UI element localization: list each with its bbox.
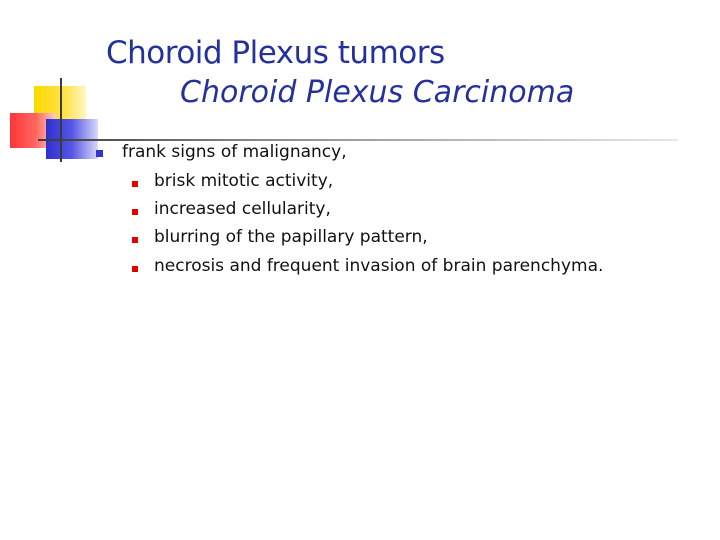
sub-bullet-square-icon <box>132 209 138 215</box>
sub-bullet-text: blurring of the papillary pattern, <box>154 227 428 247</box>
sub-bullet-text: increased cellularity, <box>154 199 331 219</box>
sub-bullet-square-icon <box>132 266 138 272</box>
sub-bullet-square-icon <box>132 237 138 243</box>
bullet-square-icon <box>96 150 103 157</box>
title-divider-line <box>38 139 678 141</box>
sub-bullet-square-icon <box>132 181 138 187</box>
bullet-main-text: frank signs of malignancy, <box>122 142 347 162</box>
decor-vertical-line <box>60 78 62 162</box>
sub-bullet-text: necrosis and frequent invasion of brain parenchyma. <box>154 256 604 276</box>
slide-subtitle: Choroid Plexus Carcinoma <box>180 75 575 110</box>
sub-bullet-text: brisk mitotic activity, <box>154 171 334 191</box>
slide-title <box>106 33 574 113</box>
slide-title-line1: Choroid Plexus tumors <box>106 35 445 71</box>
